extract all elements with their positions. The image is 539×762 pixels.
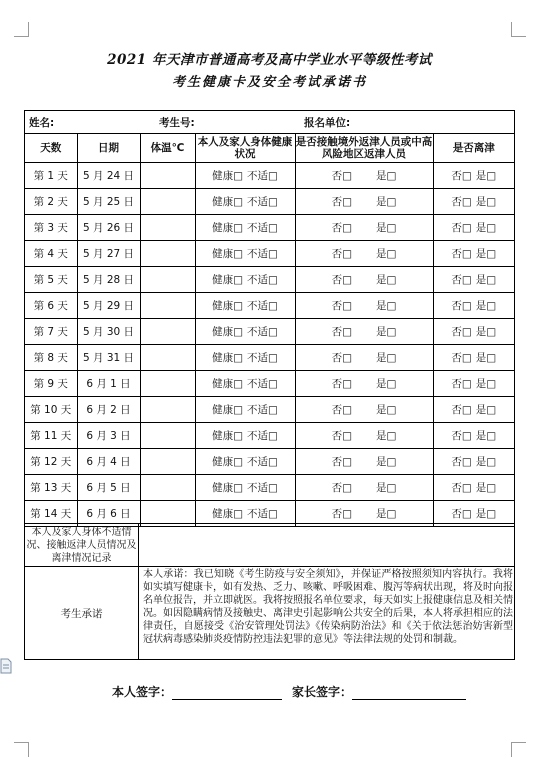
day-cell: 第 5 天 <box>25 267 77 293</box>
contact-cell <box>295 267 433 293</box>
health-cell <box>195 241 295 267</box>
leave-cell <box>433 163 514 189</box>
page-corner-mark <box>14 22 29 37</box>
leave-yes-checkbox[interactable]: 是□ <box>475 482 497 494</box>
date-cell: 5 月 24 日 <box>77 163 140 189</box>
temperature-cell[interactable] <box>140 371 195 397</box>
contact-no-checkbox[interactable]: 否□ <box>331 430 352 442</box>
leave-yes-checkbox[interactable]: 是□ <box>475 456 497 468</box>
temperature-cell[interactable] <box>140 475 195 501</box>
contact-cell <box>295 449 433 475</box>
health-cell <box>195 163 295 189</box>
health-cell <box>195 475 295 501</box>
day-cell: 第 13 天 <box>25 475 77 501</box>
contact-cell <box>295 163 433 189</box>
self-signature <box>112 683 282 700</box>
temperature-cell[interactable] <box>140 449 195 475</box>
contact-no-checkbox[interactable]: 否□ <box>331 326 352 338</box>
leave-no-checkbox[interactable]: 否□ <box>451 430 472 442</box>
leave-no-checkbox[interactable]: 否□ <box>451 326 472 338</box>
contact-yes-checkbox[interactable]: 是□ <box>376 300 397 312</box>
leave-cell <box>433 189 514 215</box>
contact-no-checkbox[interactable]: 否□ <box>331 274 352 286</box>
temperature-cell[interactable] <box>140 189 195 215</box>
temperature-cell[interactable] <box>140 345 195 371</box>
table-row <box>25 423 514 449</box>
contact-cell <box>295 371 433 397</box>
date-cell: 6 月 3 日 <box>77 423 140 449</box>
contact-cell <box>295 397 433 423</box>
healthy-checkbox[interactable]: 健康□ <box>212 404 243 416</box>
contact-yes-checkbox[interactable]: 是□ <box>376 404 397 416</box>
page-corner-mark <box>14 742 29 757</box>
healthy-checkbox[interactable]: 健康□ <box>212 456 243 468</box>
date-cell: 6 月 1 日 <box>77 371 140 397</box>
date-cell: 5 月 30 日 <box>77 319 140 345</box>
promise-text: 本人承诺：我已知晓《考生防疫与安全须知》，并保证严格按照须知内容执行。我将如实填写健康卡，如有发热、乏力、咳嗽、呼吸困难、腹泻等病状出现，将及时向报名单位报告，并立即就医。我将按照报名单位要求，每天如实上报健康信息及相关情况。如因隐瞒病情及接触史、离津史引起影响公共安全的后果，本人将承担相应的法律责任，自愿接受《治安管理处罚法》《传染病防治法》和《关于依法惩治妨害新型冠状病毒感染肺炎疫情防控违法犯罪的意见》等法律法规的处罚和制裁。 <box>143 569 513 645</box>
healthy-checkbox[interactable]: 健康□ <box>212 326 243 338</box>
healthy-checkbox[interactable]: 健康□ <box>212 430 243 442</box>
date-cell: 5 月 31 日 <box>77 345 140 371</box>
self-signature-line[interactable] <box>172 685 282 700</box>
contact-yes-checkbox[interactable]: 是□ <box>376 352 397 364</box>
table-header-row <box>25 133 514 163</box>
temperature-cell[interactable] <box>140 423 195 449</box>
contact-yes-checkbox[interactable]: 是□ <box>376 482 397 494</box>
temperature-cell[interactable] <box>140 397 195 423</box>
health-cell <box>195 397 295 423</box>
header-day: 天数 <box>25 133 77 163</box>
unwell-checkbox[interactable]: 不适□ <box>247 404 278 416</box>
healthy-checkbox[interactable]: 健康□ <box>212 248 243 260</box>
unwell-checkbox[interactable]: 不适□ <box>247 170 278 182</box>
leave-yes-checkbox[interactable]: 是□ <box>475 508 497 520</box>
unwell-checkbox[interactable]: 不适□ <box>247 196 278 208</box>
contact-no-checkbox[interactable]: 否□ <box>331 378 352 390</box>
contact-cell <box>295 293 433 319</box>
document-title: 2021 年天津市普通高考及高中学业水平等级性考试 <box>107 52 432 68</box>
day-cell: 第 9 天 <box>25 371 77 397</box>
contact-yes-checkbox[interactable]: 是□ <box>376 248 397 260</box>
leave-cell <box>433 475 514 501</box>
parent-signature <box>292 683 466 700</box>
unwell-checkbox[interactable]: 不适□ <box>247 378 278 390</box>
leave-cell <box>433 371 514 397</box>
page-corner-mark <box>511 22 526 37</box>
temperature-cell[interactable] <box>140 241 195 267</box>
page-corner-mark <box>511 742 526 757</box>
leave-yes-checkbox[interactable]: 是□ <box>475 222 497 234</box>
health-cell <box>195 293 295 319</box>
date-cell: 5 月 28 日 <box>77 267 140 293</box>
day-cell: 第 1 天 <box>25 163 77 189</box>
record-label: 本人及家人身体不适情况、接触返津人员情况及离津情况记录 <box>25 524 139 566</box>
contact-yes-checkbox[interactable]: 是□ <box>376 274 397 286</box>
temperature-cell[interactable] <box>140 293 195 319</box>
table-row <box>25 397 514 423</box>
day-cell: 第 2 天 <box>25 189 77 215</box>
contact-cell <box>295 215 433 241</box>
leave-no-checkbox[interactable]: 否□ <box>451 456 472 468</box>
healthy-checkbox[interactable]: 健康□ <box>212 222 243 234</box>
day-cell: 第 6 天 <box>25 293 77 319</box>
leave-yes-checkbox[interactable]: 是□ <box>475 326 497 338</box>
contact-yes-checkbox[interactable]: 是□ <box>376 456 397 468</box>
leave-yes-checkbox[interactable]: 是□ <box>475 378 497 390</box>
health-cell <box>195 267 295 293</box>
date-cell: 5 月 29 日 <box>77 293 140 319</box>
contact-no-checkbox[interactable]: 否□ <box>331 248 352 260</box>
date-cell: 6 月 5 日 <box>77 475 140 501</box>
promise-row <box>25 567 514 659</box>
leave-cell <box>433 293 514 319</box>
leave-no-checkbox[interactable]: 否□ <box>451 196 472 208</box>
contact-yes-checkbox[interactable]: 是□ <box>376 222 397 234</box>
health-cell <box>195 189 295 215</box>
leave-no-checkbox[interactable]: 否□ <box>451 248 472 260</box>
contact-no-checkbox[interactable]: 否□ <box>331 508 352 520</box>
unwell-checkbox[interactable]: 不适□ <box>247 352 278 364</box>
promise-label-text: 考生承诺 <box>60 607 103 620</box>
student-info-bar <box>25 111 514 134</box>
daily-health-table <box>25 133 514 527</box>
table-row <box>25 345 514 371</box>
date-cell: 5 月 26 日 <box>77 215 140 241</box>
healthy-checkbox[interactable]: 健康□ <box>212 482 243 494</box>
contact-yes-checkbox[interactable]: 是□ <box>376 170 397 182</box>
healthy-checkbox[interactable]: 健康□ <box>212 378 243 390</box>
header-leave-tianjin: 是否离津 <box>433 133 514 163</box>
leave-no-checkbox[interactable]: 否□ <box>451 274 472 286</box>
unit-label: 报名单位: <box>304 117 351 129</box>
table-row <box>25 189 514 215</box>
leave-cell <box>433 319 514 345</box>
health-cell <box>195 449 295 475</box>
healthy-checkbox[interactable]: 健康□ <box>212 170 243 182</box>
header-health: 本人及家人身体健康状况 <box>195 133 295 163</box>
temperature-cell[interactable] <box>140 319 195 345</box>
day-cell: 第 12 天 <box>25 449 77 475</box>
table-row <box>25 215 514 241</box>
leave-cell <box>433 215 514 241</box>
leave-no-checkbox[interactable]: 否□ <box>451 170 472 182</box>
unwell-checkbox[interactable]: 不适□ <box>247 456 278 468</box>
contact-yes-checkbox[interactable]: 是□ <box>376 326 397 338</box>
table-row <box>25 371 514 397</box>
unwell-checkbox[interactable]: 不适□ <box>247 326 278 338</box>
table-row <box>25 293 514 319</box>
contact-cell <box>295 475 433 501</box>
table-row <box>25 267 514 293</box>
record-row <box>25 523 514 567</box>
leave-yes-checkbox[interactable]: 是□ <box>475 404 497 416</box>
leave-cell <box>433 241 514 267</box>
healthy-checkbox[interactable]: 健康□ <box>212 300 243 312</box>
leave-no-checkbox[interactable]: 否□ <box>451 300 472 312</box>
contact-cell <box>295 423 433 449</box>
contact-yes-checkbox[interactable]: 是□ <box>376 508 397 520</box>
leave-yes-checkbox[interactable]: 是□ <box>475 274 497 286</box>
day-cell: 第 10 天 <box>25 397 77 423</box>
health-cell <box>195 319 295 345</box>
day-cell: 第 3 天 <box>25 215 77 241</box>
table-row <box>25 319 514 345</box>
date-cell: 6 月 6 日 <box>77 501 140 527</box>
table-row <box>25 241 514 267</box>
day-cell: 第 14 天 <box>25 501 77 527</box>
contact-no-checkbox[interactable]: 否□ <box>331 196 352 208</box>
day-cell: 第 11 天 <box>25 423 77 449</box>
healthy-checkbox[interactable]: 健康□ <box>212 352 243 364</box>
leave-no-checkbox[interactable]: 否□ <box>451 222 472 234</box>
leave-yes-checkbox[interactable]: 是□ <box>475 430 497 442</box>
date-cell: 5 月 25 日 <box>77 189 140 215</box>
health-cell <box>195 215 295 241</box>
temperature-cell[interactable] <box>140 267 195 293</box>
healthy-checkbox[interactable]: 健康□ <box>212 196 243 208</box>
exam-number-label: 考生号: <box>159 117 195 129</box>
leave-yes-checkbox[interactable]: 是□ <box>475 196 497 208</box>
health-cell <box>195 371 295 397</box>
contact-cell <box>295 241 433 267</box>
contact-cell <box>295 189 433 215</box>
header-date: 日期 <box>77 133 140 163</box>
contact-yes-checkbox[interactable]: 是□ <box>376 196 397 208</box>
date-cell: 5 月 27 日 <box>77 241 140 267</box>
document-subtitle: 考生健康卡及安全考试承诺书 <box>171 75 367 90</box>
leave-cell <box>433 449 514 475</box>
leave-cell <box>433 267 514 293</box>
leave-no-checkbox[interactable]: 否□ <box>451 508 472 520</box>
parent-signature-label: 家长签字： <box>292 685 353 699</box>
parent-signature-line[interactable] <box>352 685 466 700</box>
table-row <box>25 449 514 475</box>
health-card-form <box>24 110 515 660</box>
temperature-cell[interactable] <box>140 163 195 189</box>
unwell-checkbox[interactable]: 不适□ <box>247 300 278 312</box>
day-cell: 第 4 天 <box>25 241 77 267</box>
leave-no-checkbox[interactable]: 否□ <box>451 378 472 390</box>
contact-cell <box>295 345 433 371</box>
day-cell: 第 8 天 <box>25 345 77 371</box>
contact-no-checkbox[interactable]: 否□ <box>331 170 352 182</box>
leave-yes-checkbox[interactable]: 是□ <box>475 352 497 364</box>
contact-no-checkbox[interactable]: 否□ <box>331 300 352 312</box>
document-icon <box>0 658 12 674</box>
day-cell: 第 7 天 <box>25 319 77 345</box>
date-cell: 6 月 2 日 <box>77 397 140 423</box>
contact-no-checkbox[interactable]: 否□ <box>331 482 352 494</box>
date-cell: 6 月 4 日 <box>77 449 140 475</box>
contact-cell <box>295 319 433 345</box>
promise-label <box>25 567 139 659</box>
leave-no-checkbox[interactable]: 否□ <box>451 482 472 494</box>
unwell-checkbox[interactable]: 不适□ <box>247 508 278 520</box>
table-row <box>25 475 514 501</box>
leave-yes-checkbox[interactable]: 是□ <box>475 248 497 260</box>
contact-no-checkbox[interactable]: 否□ <box>331 404 352 416</box>
unwell-checkbox[interactable]: 不适□ <box>247 222 278 234</box>
contact-no-checkbox[interactable]: 否□ <box>331 352 352 364</box>
leave-yes-checkbox[interactable]: 是□ <box>475 170 497 182</box>
self-signature-label: 本人签字： <box>112 685 173 699</box>
leave-cell <box>433 423 514 449</box>
name-label: 姓名: <box>29 117 55 129</box>
header-temperature: 体温℃ <box>140 133 195 163</box>
unwell-checkbox[interactable]: 不适□ <box>247 482 278 494</box>
header-contact: 是否接触境外返津人员或中高风险地区返津人员 <box>295 133 433 163</box>
leave-no-checkbox[interactable]: 否□ <box>451 404 472 416</box>
contact-yes-checkbox[interactable]: 是□ <box>376 430 397 442</box>
leave-cell <box>433 397 514 423</box>
health-cell <box>195 423 295 449</box>
temperature-cell[interactable] <box>140 215 195 241</box>
table-row <box>25 163 514 189</box>
health-cell <box>195 345 295 371</box>
unwell-checkbox[interactable]: 不适□ <box>247 274 278 286</box>
healthy-checkbox[interactable]: 健康□ <box>212 508 243 520</box>
contact-no-checkbox[interactable]: 否□ <box>331 456 352 468</box>
leave-no-checkbox[interactable]: 否□ <box>451 352 472 364</box>
leave-cell <box>433 345 514 371</box>
contact-yes-checkbox[interactable]: 是□ <box>376 378 397 390</box>
unwell-checkbox[interactable]: 不适□ <box>247 248 278 260</box>
unwell-checkbox[interactable]: 不适□ <box>247 430 278 442</box>
healthy-checkbox[interactable]: 健康□ <box>212 274 243 286</box>
contact-no-checkbox[interactable]: 否□ <box>331 222 352 234</box>
leave-yes-checkbox[interactable]: 是□ <box>475 300 497 312</box>
